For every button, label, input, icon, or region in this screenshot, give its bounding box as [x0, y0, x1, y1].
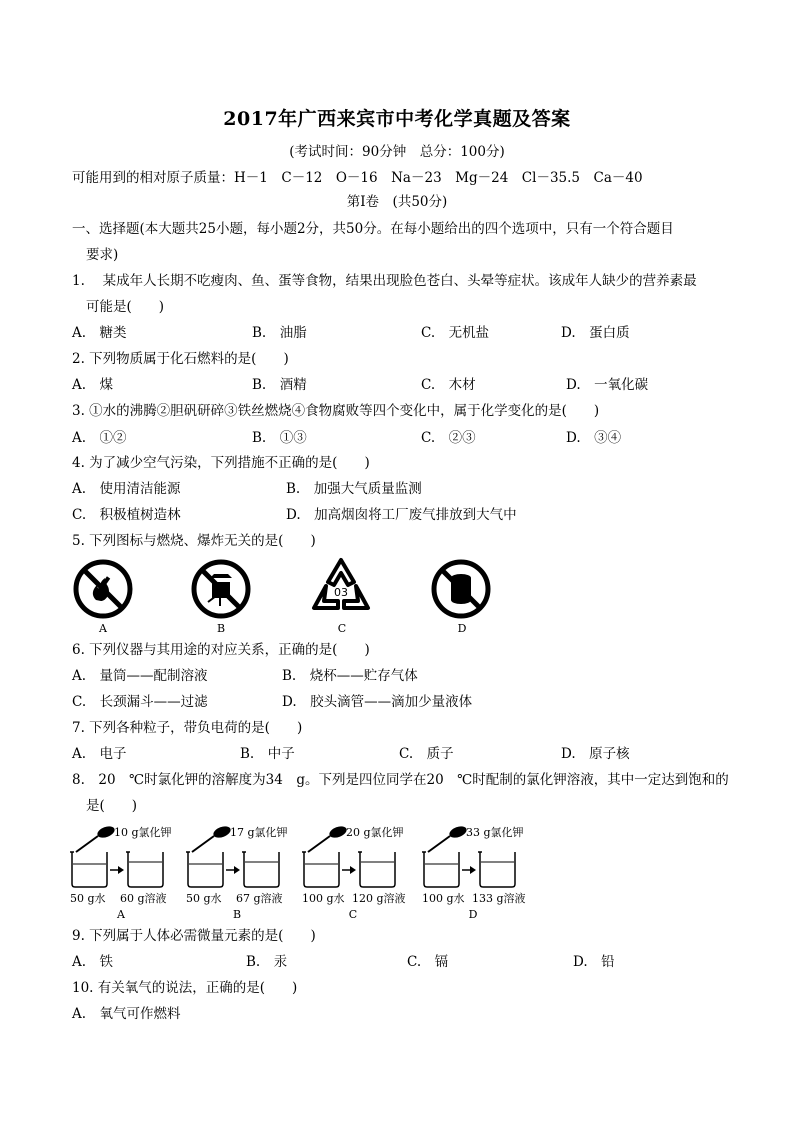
instructions-line2: 要求) — [86, 247, 119, 263]
q2-option-c: C. 木材 — [421, 377, 476, 393]
no-explosives-sign-icon — [430, 558, 492, 620]
water-amount: 100 g水 — [422, 892, 465, 905]
water-amount: 50 g水 — [186, 892, 222, 905]
q7-option-b: B. 中子 — [240, 746, 295, 762]
q6-option-d: D. 胶头滴管——滴加少量液体 — [282, 694, 473, 710]
atomic-masses: 可能用到的相对原子质量：H－1 C－12 O－16 Na－23 Mg－24 Cl－35.5 Ca－40 — [72, 170, 643, 186]
q3-option-c: C. ②③ — [421, 430, 476, 446]
no-fireworks-sign-icon — [190, 558, 252, 620]
q8-panel — [186, 822, 296, 922]
salt-amount: 10 g氯化钾 — [114, 826, 172, 839]
q4-option-c: C. 积极植树造林 — [72, 507, 181, 523]
q7-option-d: D. 原子核 — [561, 746, 630, 762]
q3-option-b: B. ①③ — [252, 430, 307, 446]
q9-option-c: C. 镉 — [407, 954, 449, 970]
q8-panel — [422, 822, 532, 922]
q8-panel — [70, 822, 180, 922]
q2-stem: 2. 下列物质属于化石燃料的是( ) — [72, 351, 289, 367]
q9-option-a: A. 铁 — [72, 954, 114, 970]
q2-option-a: A. 煤 — [72, 377, 114, 393]
q9-option-d: D. 铅 — [573, 954, 615, 970]
q4-option-b: B. 加强大气质量监测 — [286, 481, 422, 497]
q8-stem-line2: 是( ) — [86, 798, 138, 814]
q6-option-c: C. 长颈漏斗——过滤 — [72, 694, 208, 710]
q9-option-b: B. 汞 — [246, 954, 288, 970]
recycle-code: 03 — [334, 586, 348, 599]
q5-label-a: A — [99, 622, 107, 635]
salt-amount: 33 g氯化钾 — [466, 826, 524, 839]
q1-option-c: C. 无机盐 — [421, 325, 490, 341]
page-title: 2017年广西来宾市中考化学真题及答案 — [223, 108, 571, 130]
q1-option-a: A. 糖类 — [72, 325, 127, 341]
q10-option-a: A. 氧气可作燃料 — [72, 1006, 181, 1022]
q3-option-d: D. ③④ — [566, 430, 622, 446]
q6-option-b: B. 烧杯——贮存气体 — [282, 668, 418, 684]
no-fire-sign-icon — [72, 558, 134, 620]
q9-stem: 9. 下列属于人体必需微量元素的是( ) — [72, 928, 316, 944]
q7-option-a: A. 电子 — [72, 746, 127, 762]
q4-option-a: A. 使用清洁能源 — [72, 481, 181, 497]
solution-amount: 120 g溶液 — [352, 892, 406, 905]
instructions-line1: 一、选择题(本大题共25小题，每小题2分，共50分。在每小题给出的四个选项中，只有一个符合题目 — [72, 221, 674, 237]
recycling-sign-icon — [308, 556, 374, 618]
q7-stem: 7. 下列各种粒子，带负电荷的是( ) — [72, 720, 303, 736]
q8-panel — [302, 822, 412, 922]
solution-amount: 60 g溶液 — [120, 892, 167, 905]
q4-option-d: D. 加高烟囱将工厂废气排放到大气中 — [286, 507, 517, 523]
q5-label-b: B — [216, 622, 226, 635]
salt-amount: 17 g氯化钾 — [230, 826, 288, 839]
q3-stem: 3. ①水的沸腾②胆矾研碎③铁丝燃烧④食物腐败等四个变化中，属于化学变化的是( ) — [72, 403, 600, 419]
section-title: 第Ⅰ卷 (共50分) — [346, 194, 448, 210]
solution-amount: 133 g溶液 — [472, 892, 526, 905]
q6-stem: 6. 下列仪器与其用途的对应关系，正确的是( ) — [72, 642, 370, 658]
q1-option-d: D. 蛋白质 — [561, 325, 630, 341]
q6-option-a: A. 量筒——配制溶液 — [72, 668, 208, 684]
q5-stem: 5. 下列图标与燃烧、爆炸无关的是( ) — [72, 533, 316, 549]
q5-label-d: D — [457, 622, 467, 635]
q8-stem-line1: 8. 20 ℃时氯化钾的溶解度为34 g。下列是四位同学在20 ℃时配制的氯化钾溶液，其中一定达到饱和的 — [72, 772, 729, 788]
q2-option-b: B. 酒精 — [252, 377, 307, 393]
panel-label: C — [348, 908, 358, 921]
water-amount: 50 g水 — [70, 892, 106, 905]
exam-info: (考试时间：90分钟 总分：100分) — [289, 144, 505, 160]
q3-option-a: A. ①② — [72, 430, 127, 446]
water-amount: 100 g水 — [302, 892, 345, 905]
q10-stem: 10. 有关氧气的说法，正确的是( ) — [72, 980, 298, 996]
q1-stem-line2: 可能是( ) — [86, 299, 165, 315]
solution-amount: 67 g溶液 — [236, 892, 283, 905]
q7-option-c: C. 质子 — [399, 746, 454, 762]
panel-label: B — [232, 908, 242, 921]
panel-label: D — [468, 908, 478, 921]
q1-stem-line1: 1. 某成年人长期不吃瘦肉、鱼、蛋等食物，结果出现脸色苍白、头晕等症状。该成年人缺少的营养素最 — [72, 273, 697, 289]
q5-label-c: C — [337, 622, 347, 635]
q1-option-b: B. 油脂 — [252, 325, 307, 341]
q2-option-d: D. 一氧化碳 — [566, 377, 649, 393]
salt-amount: 20 g氯化钾 — [346, 826, 404, 839]
q4-stem: 4. 为了减少空气污染，下列措施不正确的是( ) — [72, 455, 370, 471]
panel-label: A — [117, 908, 125, 921]
